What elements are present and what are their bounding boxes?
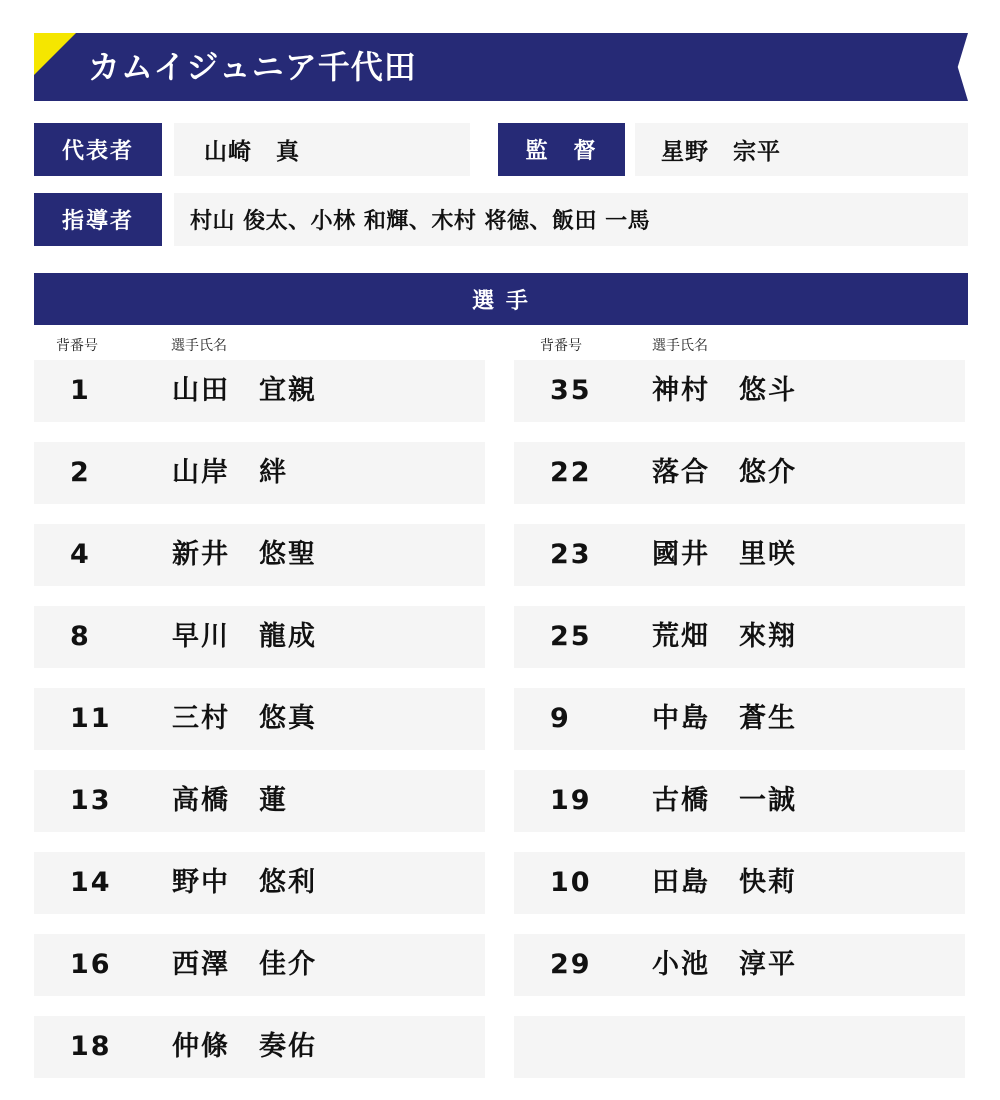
player-name: 新井 悠聖: [172, 539, 317, 570]
player-number: 25: [550, 621, 592, 652]
player-row: [514, 852, 965, 914]
player-name: 落合 悠介: [652, 457, 797, 488]
player-name: 早川 龍成: [172, 621, 317, 652]
instructors-names: 村山 俊太、小林 和輝、木村 将徳、飯田 一馬: [174, 193, 968, 246]
player-row: [514, 606, 965, 668]
player-number: 13: [70, 785, 112, 816]
left-name-header: 選手氏名: [171, 338, 227, 354]
player-number: 35: [550, 375, 592, 406]
player-number: 8: [70, 621, 91, 652]
right-name-header: 選手氏名: [652, 338, 708, 354]
player-row: [34, 934, 485, 996]
player-name: 山田 宜親: [172, 375, 317, 406]
right-number-header: 背番号: [540, 338, 582, 354]
player-number: 1: [70, 375, 91, 406]
player-row: [34, 852, 485, 914]
coach-name: 星野 宗平: [635, 123, 968, 176]
player-row: [514, 524, 965, 586]
player-name: 田島 快莉: [652, 867, 797, 898]
player-name: 神村 悠斗: [652, 375, 797, 406]
player-number: 4: [70, 539, 91, 570]
player-row: [514, 770, 965, 832]
player-name: 中島 蒼生: [652, 703, 797, 734]
player-number: 10: [550, 867, 592, 898]
player-name: 古橋 一誠: [652, 785, 797, 816]
player-row: [34, 606, 485, 668]
representative-label: 代表者: [34, 123, 162, 176]
player-name: 荒畑 來翔: [652, 621, 797, 652]
player-row-empty: [514, 1016, 965, 1078]
player-name: 仲條 奏佑: [172, 1031, 317, 1062]
player-number: 11: [70, 703, 112, 734]
player-row: [34, 524, 485, 586]
left-number-header: 背番号: [56, 338, 98, 354]
player-name: 國井 里咲: [652, 539, 797, 570]
player-number: 29: [550, 949, 592, 980]
player-row: [34, 360, 485, 422]
player-number: 9: [550, 703, 571, 734]
players-section-header: 選 手: [34, 273, 968, 325]
player-number: 22: [550, 457, 592, 488]
instructors-label: 指導者: [34, 193, 162, 246]
player-number: 23: [550, 539, 592, 570]
player-row: [514, 442, 965, 504]
player-row: [514, 688, 965, 750]
player-row: [34, 1016, 485, 1078]
player-number: 16: [70, 949, 112, 980]
player-number: 19: [550, 785, 592, 816]
player-row: [514, 360, 965, 422]
player-number: 14: [70, 867, 112, 898]
player-row: [34, 688, 485, 750]
player-number: 18: [70, 1031, 112, 1062]
representative-name: 山崎 真: [174, 123, 470, 176]
player-name: 山岸 絆: [172, 457, 288, 488]
player-name: 高橋 蓮: [172, 785, 288, 816]
player-name: 西澤 佳介: [172, 949, 317, 980]
players-right-list: [514, 360, 965, 1098]
player-row: [514, 934, 965, 996]
coach-label: 監 督: [498, 123, 625, 176]
player-row: [34, 770, 485, 832]
team-name: カムイジュニア千代田: [88, 48, 417, 86]
player-name: 三村 悠真: [172, 703, 317, 734]
player-row: [34, 442, 485, 504]
player-name: 小池 淳平: [652, 949, 797, 980]
players-left-list: [34, 360, 485, 1098]
player-name: 野中 悠利: [172, 867, 317, 898]
player-number: 2: [70, 457, 91, 488]
